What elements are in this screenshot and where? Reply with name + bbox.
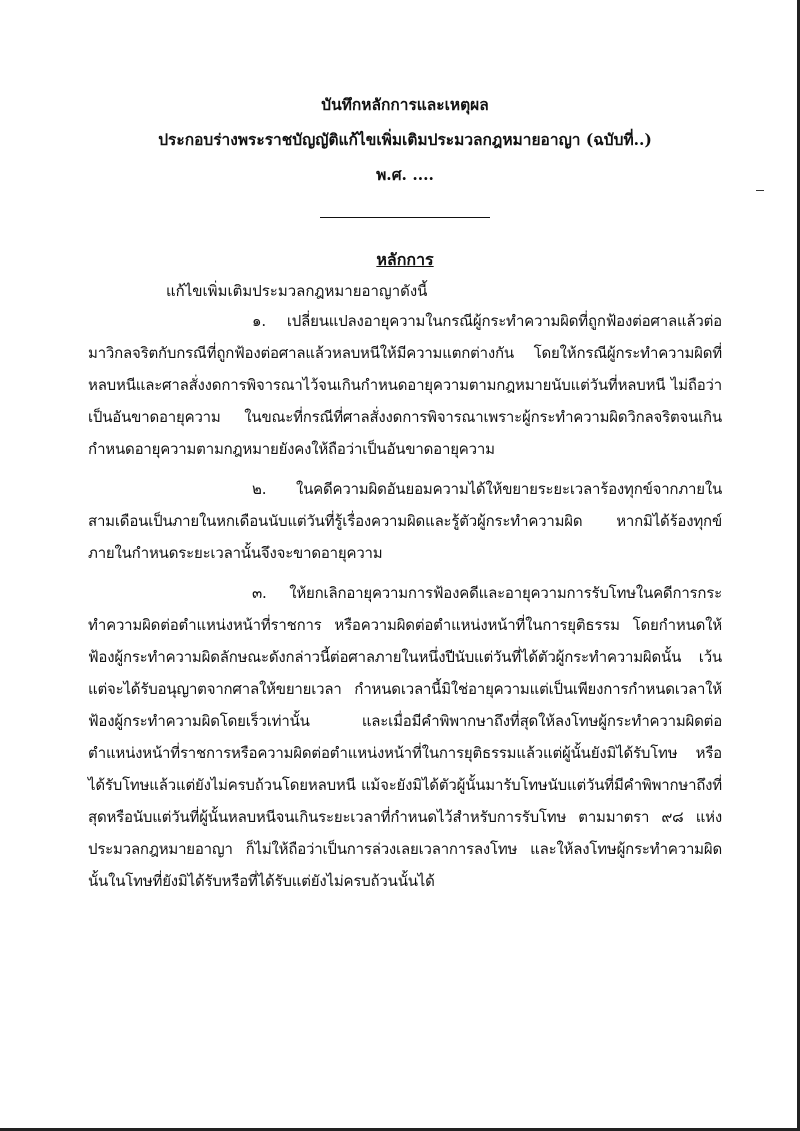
header-year: พ.ศ. .... [376,165,434,184]
paragraph-item-1 [88,305,722,465]
item-number: ๓. [252,584,267,602]
header-divider [320,217,490,218]
scan-mark [756,190,764,191]
document-header [88,92,722,187]
item-text: ให้ยกเลิกอายุความการฟ้องคดีและอายุความการรับโทษในคดีการกระทำความผิดต่อตำแหน่งหน้าที่ราชการ หรือความผิดต่อตำแหน่งหน้าที่ในการยุติธรรม โดยกำหนดให้ฟ้องผู้กระทำความผิดลักษณะดังกล่าวนี้ต่อศาลภายในหนึ่งปีนับแต่วันที่ได้ตัวผู้กระทำความผิดนั้น เว้นแต่จะได้รับอนุญาตจากศาลให้ขยายเวลา กำหนดเวลานี้มิใช่อายุความแต่เป็นเพียงการกำหนดเวลาให้ฟ้องผู้กระทำความผิดโดยเร็วเท่านั้น และเมื่อมีคำพิพากษาถึงที่สุดให้ลงโทษผู้กระทำความผิดต่อตำแหน่งหน้าที่ราชการหรือความผิดต่อตำแหน่งหน้าที่ในการยุติธรรมแล้วแต่ผู้นั้นยังมิได้รับโทษ หรือได้รับโทษแล้วแต่ยังไม่ครบถ้วนโดยหลบหนี แม้จะยังมิได้ตัวผู้นั้นมารับโทษนับแต่วันที่มีคำพิพากษาถึงที่สุดหรือนับแต่วันที่ผู้นั้นหลบหนีจนเกินระยะเวลาที่กำหนดไว้สำหรับการรับโทษ ตามมาตรา ๙๘ แห่งประมวลกฎหมายอาญา ก็ไม่ให้ถือว่าเป็นการล่วงเลยเวลาการลงโทษ และให้ลงโทษผู้กระทำความผิดนั้นในโทษที่ยังมิได้รับหรือที่ได้รับแต่ยังไม่ครบถ้วนนั้นได้ [88,584,722,890]
item-number: ๑. [252,312,266,330]
header-title: บันทึกหลักการและเหตุผล [321,95,489,114]
paragraph-item-2 [88,473,722,569]
item-number: ๒. [252,480,267,498]
item-text: เปลี่ยนแปลงอายุความในกรณีผู้กระทำความผิดที่ถูกฟ้องต่อศาลแล้วต่อมาวิกลจริตกับกรณีที่ถูกฟ้องต่อศาลแล้วหลบหนีให้มีความแตกต่างกัน โดยให้กรณีผู้กระทำความผิดที่หลบหนีและศาลสั่งงดการพิจารณาไว้จนเกินกำหนดอายุความตามกฎหมายนับแต่วันที่หลบหนี ไม่ถือว่าเป็นอันขาดอายุความ ในขณะที่กรณีที่ศาลสั่งงดการพิจารณาเพราะผู้กระทำความผิดวิกลจริตจนเกินกำหนดอายุความตามกฎหมายยังคงให้ถือว่าเป็นอันขาดอายุความ [88,312,722,458]
document-page [88,92,722,905]
item-text: ในคดีความผิดอันยอมความได้ให้ขยายระยะเวลาร้องทุกข์จากภายในสามเดือนเป็นภายในหกเดือนนับแต่วันที่รู้เรื่องความผิดและรู้ตัวผู้กระทำความผิด หากมิได้ร้องทุกข์ภายในกำหนดระยะเวลานั้นจึงจะขาดอายุความ [88,480,722,562]
header-subtitle: ประกอบร่างพระราชบัญญัติแก้ไขเพิ่มเติมประมวลกฎหมายอาญา (ฉบับที่..) [158,130,652,149]
intro-text: แก้ไขเพิ่มเติมประมวลกฎหมายอาญาดังนี้ [166,282,428,300]
paragraph-item-3 [88,577,722,897]
section-title: หลักการ [376,250,434,269]
